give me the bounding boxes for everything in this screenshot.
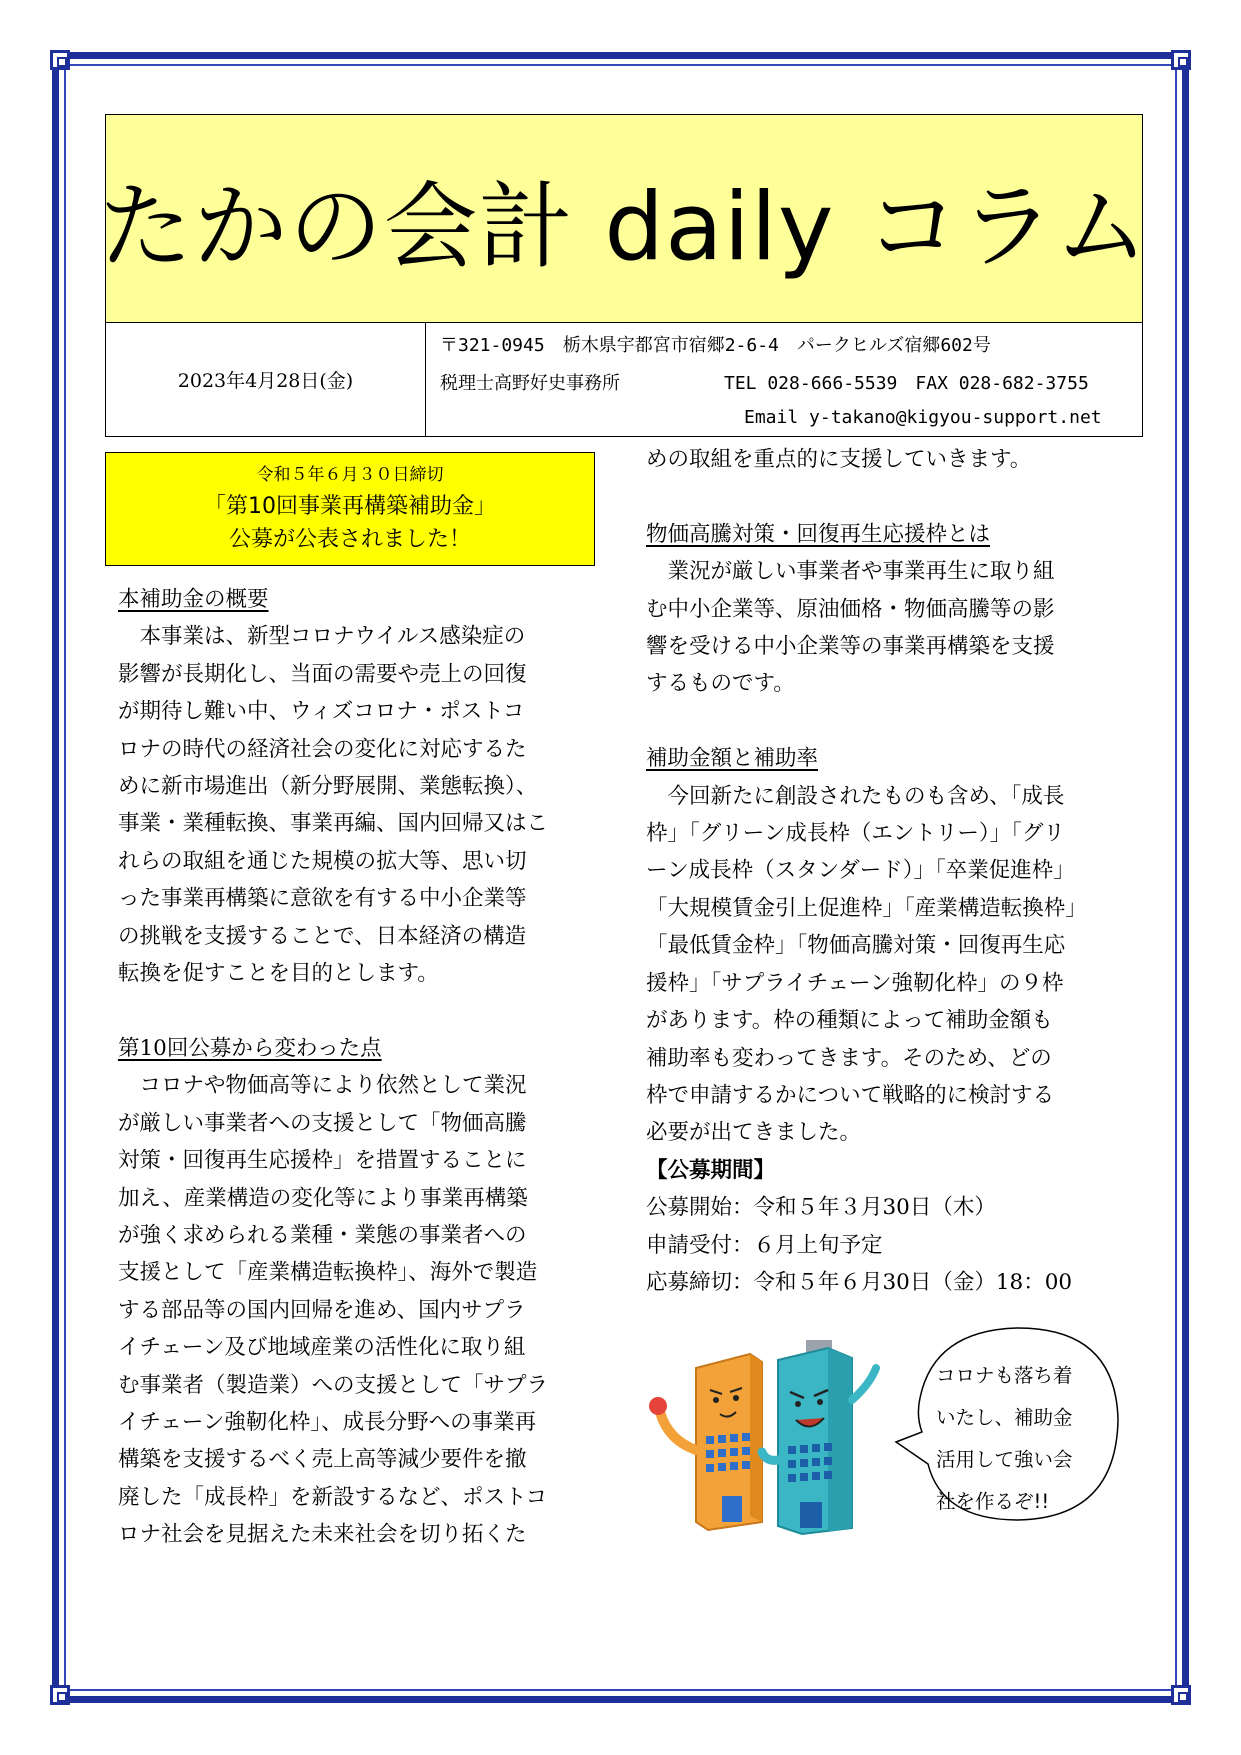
corner-ornament (50, 50, 70, 70)
announcement-deadline: 令和５年６月３０日締切 (256, 465, 444, 485)
speech-line-1: コロナも落ち着 (936, 1364, 1073, 1387)
orange-building-icon (649, 1354, 762, 1530)
newsletter-title: たかの会計 daily コラム (98, 173, 1150, 282)
body-text-line: ロナの時代の経済社会の変化に対応するた (118, 736, 527, 762)
corner-ornament (1171, 50, 1191, 70)
corner-ornament (50, 1685, 70, 1705)
title-banner (98, 115, 1150, 323)
body-text-line: の挑戦を支援することで、日本経済の構造 (118, 923, 527, 949)
body-text-line: 申請受付：６月上旬予定 (646, 1232, 883, 1258)
right-column (646, 441, 1136, 1301)
speech-line-4: 社を作るぞ!! (936, 1490, 1050, 1513)
body-text-line: が厳しい事業者への支援として「物価高騰 (118, 1110, 527, 1136)
body-text-line: 「最低賃金枠」「物価高騰対策・回復再生応 (646, 933, 1066, 959)
building-characters-illustration (638, 1340, 908, 1540)
issue-date (106, 323, 426, 436)
corner-ornament (1171, 1685, 1191, 1705)
office-info (426, 323, 1142, 436)
teal-building-icon (762, 1340, 876, 1534)
body-text-line: 転換を促すことを目的とします。 (118, 961, 439, 987)
body-text-line: 加え、産業構造の変化等により事業再構築 (118, 1185, 528, 1211)
body-text-line: 公募開始：令和５年３月30日（木） (646, 1195, 996, 1221)
section-heading: 物価高騰対策・回復再生応援枠とは (646, 521, 991, 547)
body-text-line: 廃した「成長枠」を新設するなど、ポストコ (118, 1484, 548, 1510)
body-text-line: 援枠」「サプライチェーン強靭化枠」の９枠 (646, 970, 1064, 996)
body-text-line: 影響が長期化し、当面の需要や売上の回復 (118, 661, 527, 687)
body-text-line: 支援として「産業構造転換枠」、海外で製造 (118, 1260, 538, 1286)
body-text-line: 響を受ける中小企業等の事業再構築を支援 (646, 634, 1055, 660)
speech-line-3: 活用して強い会 (936, 1448, 1073, 1471)
body-text-line: が期待し難い中、ウィズコロナ・ポストコ (118, 699, 525, 725)
office-phone-fax: TEL 028-666-5539 FAX 028-682-3755 (724, 373, 1089, 394)
announcement-subsidy-name: 「第10回事業再構築補助金」 (204, 494, 496, 519)
body-text-line: イチェーン強靭化枠」、成長分野への事業再 (118, 1409, 537, 1435)
body-text-line: が強く求められる業種・業態の事業者への (118, 1222, 527, 1248)
body-text-line: 事業・業種転換、事業再編、国内回帰又はこ (118, 811, 549, 837)
office-email: Email y-takano@kigyou-support.net (744, 407, 1102, 428)
section-heading: 本補助金の概要 (118, 587, 269, 612)
body-text-line: 本事業は、新型コロナウイルス感染症の (118, 624, 526, 650)
body-text-line: れらの取組を通じた規模の拡大等、思い切 (118, 848, 527, 874)
office-name: 税理士高野好史事務所 (440, 373, 620, 394)
body-text-line: ロナ社会を見据えた未来社会を切り拓くた (118, 1522, 527, 1548)
section-label: 【公募期間】 (646, 1157, 776, 1183)
body-text-line: む事業者（製造業）への支援として「サプラ (118, 1372, 549, 1398)
body-text-line: 「大規模賃金引上促進枠」「産業構造転換枠」 (646, 895, 1087, 921)
body-text-line: 枠」「グリーン成長枠（エントリー）」「グリ (646, 821, 1065, 847)
body-text-line: イチェーン及び地域産業の活性化に取り組 (118, 1335, 526, 1361)
body-text-line: 業況が厳しい事業者や事業再生に取り組 (646, 559, 1055, 585)
section-heading: 補助金額と補助率 (646, 746, 819, 772)
body-text-line: 構築を支援するべく売上高等減少要件を撤 (118, 1447, 527, 1473)
body-text-line: コロナや物価高等により依然として業況 (118, 1073, 527, 1099)
body-text-line: するものです。 (646, 671, 795, 697)
announcement-headline: 公募が公表されました！ (228, 527, 471, 552)
blank-line (646, 703, 1136, 740)
body-text-line: があります。枠の種類によって補助金額も (646, 1008, 1053, 1034)
blank-line (646, 478, 1136, 515)
blank-line (118, 992, 608, 1029)
body-text-line: 今回新たに創設されたものも含め、「成長 (646, 783, 1065, 809)
body-text-line: めに新市場進出（新分野展開、業態転換）、 (118, 774, 538, 800)
left-column (118, 581, 608, 1554)
body-text-line: する部品等の国内回帰を進め、国内サプラ (118, 1297, 526, 1323)
body-text-line: 枠で申請するかについて戦略的に検討する (646, 1082, 1055, 1108)
body-text-line: ーン成長枠（スタンダード）」「卒業促進枠」 (646, 858, 1075, 884)
issue-date-text: 2023年4月28日(金) (177, 370, 354, 392)
body-text-line: 対策・回復再生応援枠」を措置することに (118, 1148, 527, 1174)
speech-line-2: いたし、補助金 (936, 1406, 1073, 1429)
section-heading: 第10回公募から変わった点 (118, 1035, 382, 1061)
body-text-line: 応募締切：令和５年６月30日（金）18：00 (646, 1269, 1073, 1295)
office-address: 〒321-0945 栃木県宇都宮市宿郷2-6-4 パークヒルズ宿郷602号 (440, 335, 991, 356)
speech-bubble-text (936, 1355, 1073, 1523)
body-text-line: った事業再構築に意欲を有する中小企業等 (118, 886, 527, 912)
newsletter-header (98, 114, 1150, 437)
body-text-line: 必要が出てきました。 (646, 1120, 862, 1146)
body-text-line: めの取組を重点的に支援していきます。 (646, 447, 1032, 472)
body-text-line: 補助率も変わってきます。そのため、どの (646, 1045, 1052, 1071)
body-text-line: む中小企業等、原油価格・物価高騰等の影 (646, 596, 1055, 622)
announcement-box (105, 452, 595, 566)
